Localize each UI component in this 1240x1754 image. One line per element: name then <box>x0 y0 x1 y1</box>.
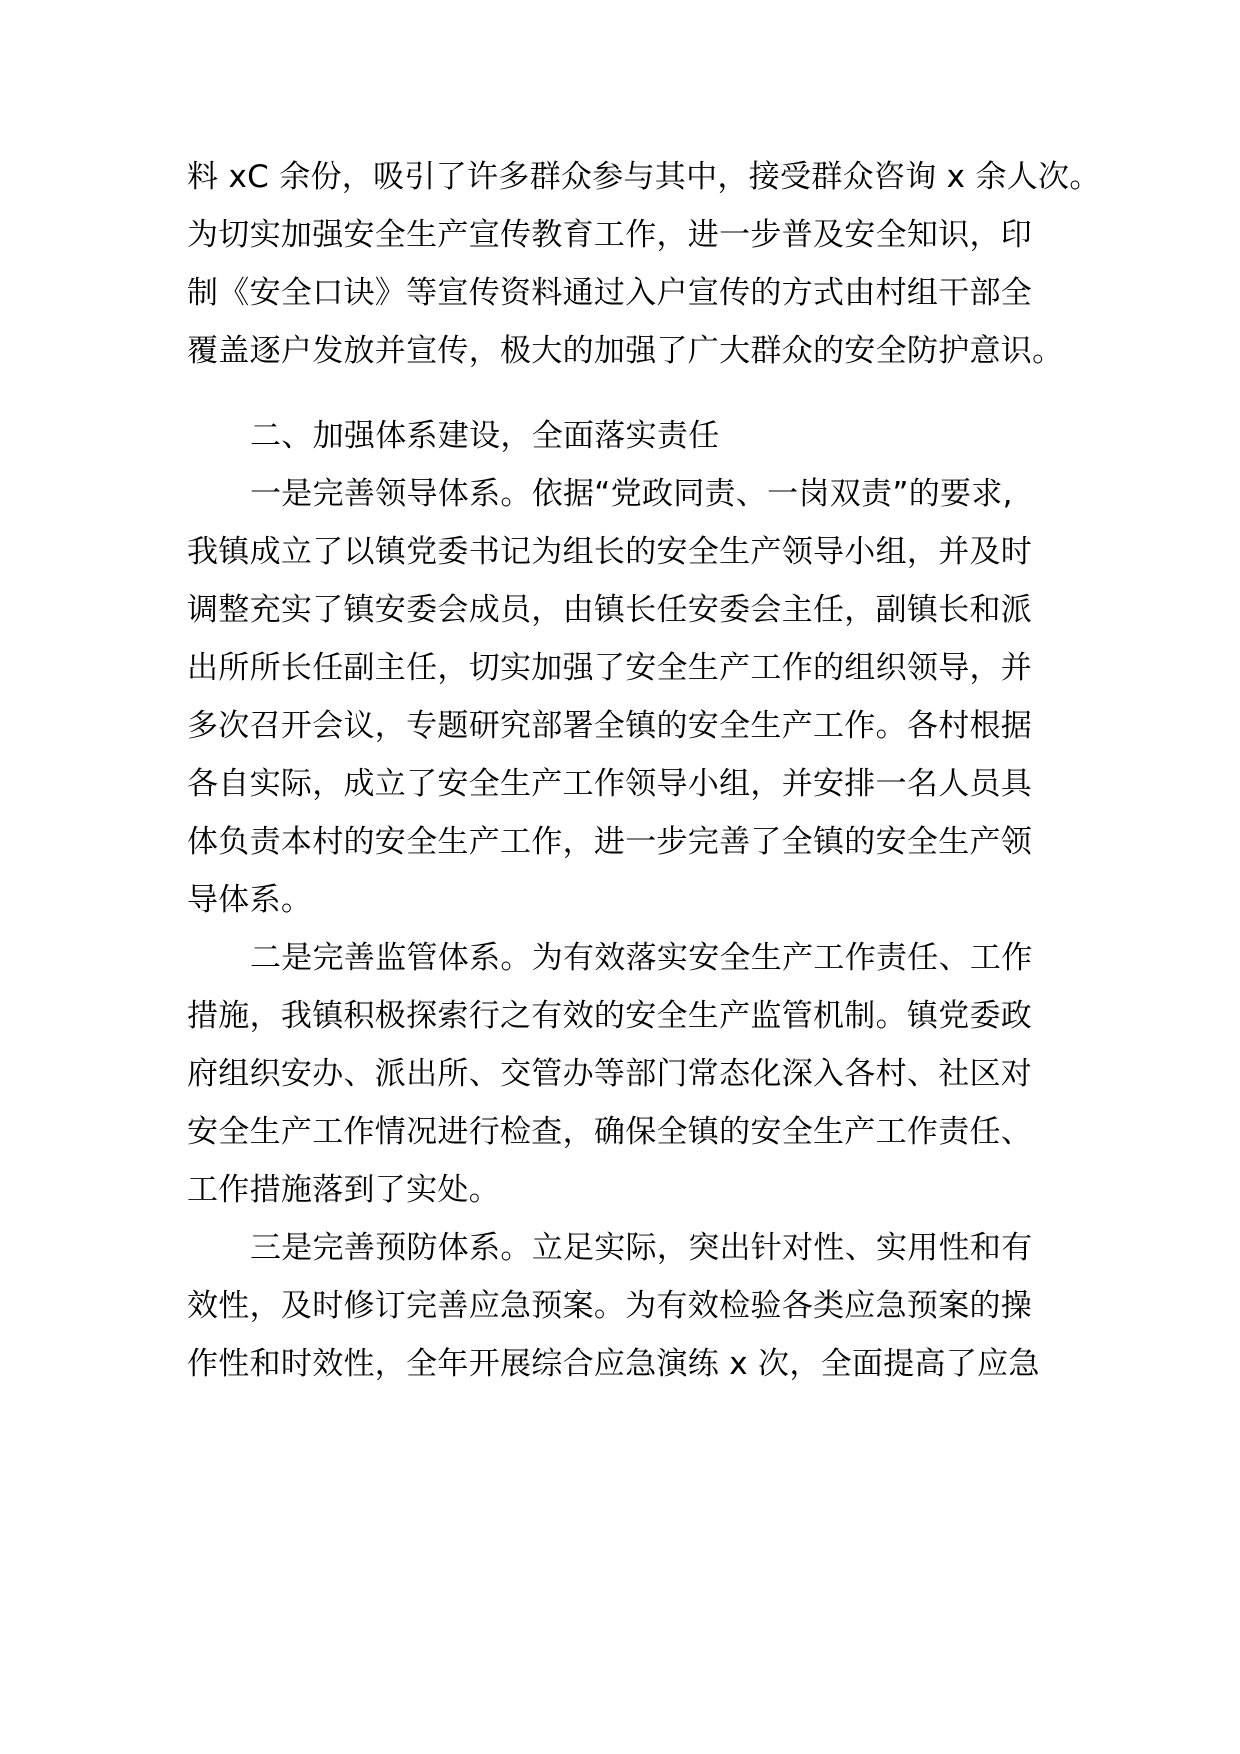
paragraph-line: 二是完善监管体系。为有效落实安全生产工作责任、工作 <box>250 940 1033 976</box>
paragraph-line: 调整充实了镇安委会成员，由镇长任安委会主任，副镇长和派 <box>187 592 1033 628</box>
paragraph-line: 一是完善领导体系。依据“党政同责、一岗双责”的要求, <box>250 476 1013 512</box>
paragraph-line: 料 xC 余份，吸引了许多群众参与其中，接受群众咨询 x 余人次。 <box>187 159 1101 195</box>
section-heading: 二、加强体系建设，全面落实责任 <box>250 418 720 454</box>
paragraph-line: 体负责本村的安全生产工作，进一步完善了全镇的安全生产领 <box>187 824 1033 860</box>
paragraph-line: 导体系。 <box>187 882 313 918</box>
paragraph-line: 作性和时效性，全年开展综合应急演练 x 次，全面提高了应急 <box>187 1346 1040 1382</box>
paragraph-line: 多次召开会议，专题研究部署全镇的安全生产工作。各村根据 <box>187 708 1033 744</box>
paragraph-line: 出所所长任副主任，切实加强了安全生产工作的组织领导，并 <box>187 650 1033 686</box>
paragraph-line: 覆盖逐户发放并宣传，极大的加强了广大群众的安全防护意识。 <box>187 333 1064 369</box>
paragraph-line: 安全生产工作情况进行检查，确保全镇的安全生产工作责任、 <box>187 1114 1033 1150</box>
paragraph-line: 工作措施落到了实处。 <box>187 1172 500 1208</box>
paragraph-line: 效性，及时修订完善应急预案。为有效检验各类应急预案的操 <box>187 1288 1033 1324</box>
paragraph-line: 制《安全口诀》等宣传资料通过入户宣传的方式由村组干部全 <box>187 275 1033 311</box>
paragraph-line: 措施，我镇积极探索行之有效的安全生产监管机制。镇党委政 <box>187 998 1033 1034</box>
paragraph-line: 府组织安办、派出所、交管办等部门常态化深入各村、社区对 <box>187 1056 1033 1092</box>
paragraph-line: 各自实际，成立了安全生产工作领导小组，并安排一名人员具 <box>187 766 1033 802</box>
paragraph-line: 我镇成立了以镇党委书记为组长的安全生产领导小组，并及时 <box>187 534 1033 570</box>
paragraph-line: 三是完善预防体系。立足实际，突出针对性、实用性和有 <box>250 1230 1033 1266</box>
paragraph-line: 为切实加强安全生产宣传教育工作，进一步普及安全知识，印 <box>187 217 1033 253</box>
